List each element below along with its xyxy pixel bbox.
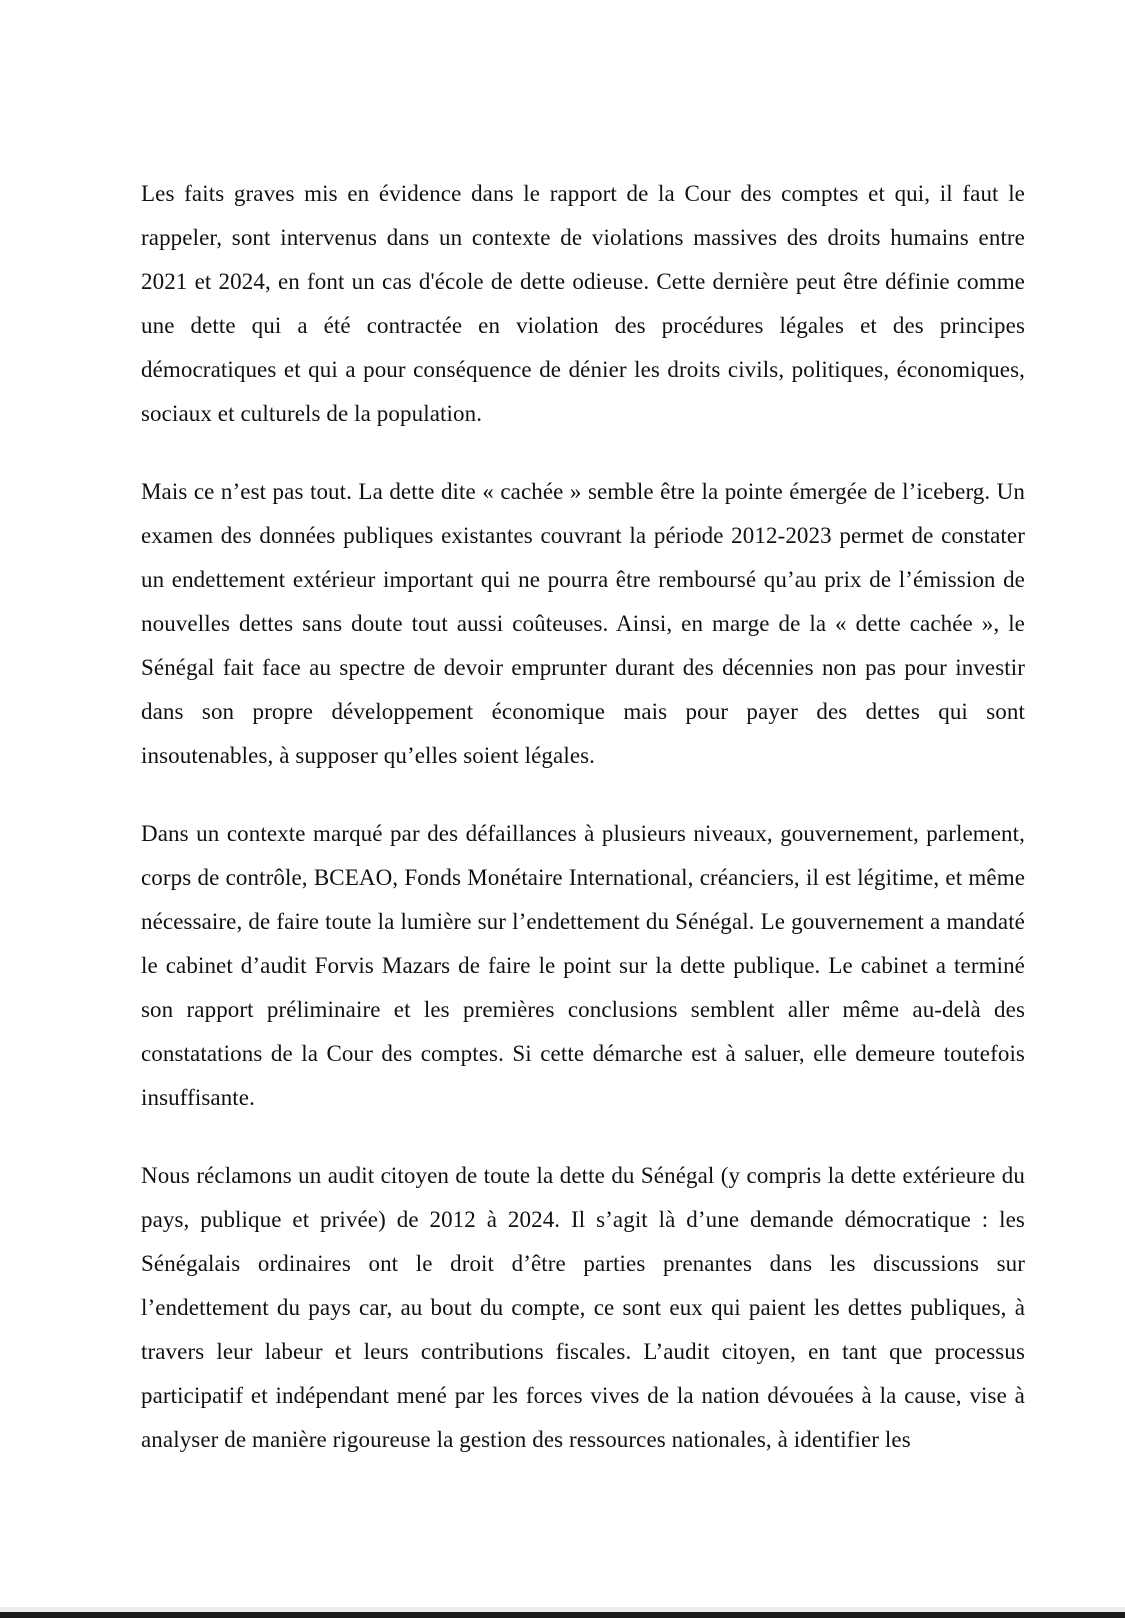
paragraph-debt-odious: Les faits graves mis en évidence dans le rapport de la Cour des comptes et qui, il faut le rappeler, sont intervenus dans un contexte de violations massives des droits humains entre 2021 et 2024, en font un cas d'école de dette odieuse. Cette dernière peut être définie comme une dette qui a été contractée en violation des procédures légales et des principes démocratiques et qui a pour conséquence de dénier les droits civils, politiques, économiques, sociaux et culturels de la population. xyxy=(141,181,1025,426)
paragraph-audit-forvis-mazars: Dans un contexte marqué par des défaillances à plusieurs niveaux, gouvernement, parlement, corps de contrôle, BCEAO, Fonds Monétaire International, créanciers, il est légitime, et même nécessaire, de faire toute la lumière sur l’endettement du Sénégal. Le gouvernement a mandaté le cabinet d’audit Forvis Mazars de faire le point sur la dette publique. Le cabinet a terminé son rapport préliminaire et les premières conclusions semblent aller même au-delà des constatations de la Cour des comptes. Si cette démarche est à saluer, elle demeure toutefois insuffisante. xyxy=(141,821,1025,1110)
paragraph-citizen-audit-demand: Nous réclamons un audit citoyen de toute la dette du Sénégal (y compris la dette extérieure du pays, publique et privée) de 2012 à 2024. Il s’agit là d’une demande démocratique : les Sénégalais ordinaires ont le droit d’être parties prenantes dans les discussions sur l’endettement du pays car, au bout du compte, ce sont eux qui paient les dettes publiques, à travers leur labeur et leurs contributions fiscales. L’audit citoyen, en tant que processus participatif et indépendant mené par les forces vives de la nation dévouées à la cause, vise à analyser de manière rigoureuse la gestion des ressources nationales, à identifier les xyxy=(141,1163,1025,1452)
page-bottom-edge xyxy=(0,1607,1125,1618)
paragraph-hidden-debt-iceberg: Mais ce n’est pas tout. La dette dite « cachée » semble être la pointe émergée de l’iceberg. Un examen des données publiques existantes couvrant la période 2012-2023 permet de constater un endettement extérieur important qui ne pourra être remboursé qu’au prix de l’émission de nouvelles dettes sans doute tout aussi coûteuses. Ainsi, en marge de la « dette cachée », le Sénégal fait face au spectre de devoir emprunter durant des décennies non pas pour investir dans son propre développement économique mais pour payer des dettes qui sont insoutenables, à supposer qu’elles soient légales. xyxy=(141,479,1025,768)
bottom-bar xyxy=(0,1612,1125,1618)
